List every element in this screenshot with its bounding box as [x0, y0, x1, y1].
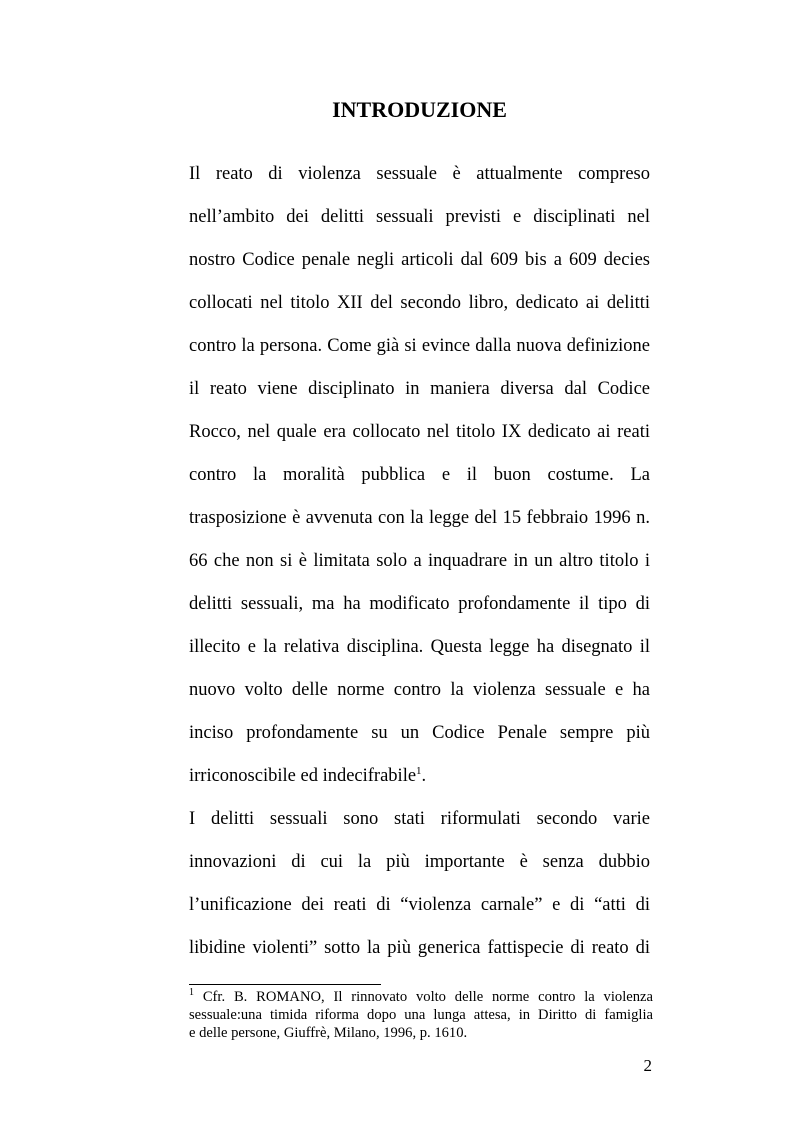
text-line: nostro Codice penale negli articoli dal 609 bis a 609 decies [189, 250, 650, 270]
text-line: nell’ambito dei delitti sessuali previsti e disciplinati nel [189, 207, 650, 227]
text-line: Il reato di violenza sessuale è attualmente compreso [189, 164, 650, 184]
text-line: il reato viene disciplinato in maniera diversa dal Codice [189, 379, 650, 399]
footnote [189, 988, 653, 1042]
page-title: INTRODUZIONE [332, 97, 507, 122]
text-line: l’unificazione dei reati di “violenza carnale” e di “atti di [189, 895, 650, 915]
text-line-with-footnote [189, 756, 650, 799]
text-line: collocati nel titolo XII del secondo libro, dedicato ai delitti [189, 293, 650, 313]
text-line: illecito e la relativa disciplina. Questa legge ha disegnato il [189, 637, 650, 657]
text-line: nuovo volto delle norme contro la violenza sessuale e ha [189, 680, 650, 700]
text-line: libidine violenti” sotto la più generica fattispecie di reato di [189, 938, 650, 958]
text-line: innovazioni di cui la più importante è senza dubbio [189, 852, 650, 872]
text-line: delitti sessuali, ma ha modificato profondamente il tipo di [189, 594, 650, 614]
text-line: inciso profondamente su un Codice Penale sempre più [189, 723, 650, 743]
footnote-number: 1 [189, 987, 194, 998]
footnote-line [189, 988, 653, 1006]
footnote-line: sessuale:una timida riforma dopo una lunga attesa, in Diritto di famiglia [189, 1007, 653, 1023]
footnote-text: Cfr. B. ROMANO, Il rinnovato volto delle norme contro la violenza [202, 989, 653, 1005]
text-line: Rocco, nel quale era collocato nel titolo IX dedicato ai reati [189, 422, 650, 442]
text-punctuation: . [421, 766, 427, 786]
text-line: contro la moralità pubblica e il buon costume. La [189, 465, 650, 485]
text-line: contro la persona. Come già si evince dalla nuova definizione [189, 336, 650, 356]
page-number: 2 [643, 1056, 652, 1075]
text-line: 66 che non si è limitata solo a inquadrare in un altro titolo i [189, 551, 650, 571]
text-segment: irriconoscibile ed indecifrabile [189, 766, 417, 786]
text-line: I delitti sessuali sono stati riformulati secondo varie [189, 809, 650, 829]
text-line: trasposizione è avvenuta con la legge del 15 febbraio 1996 n. [189, 508, 650, 528]
body-text [189, 154, 650, 971]
footnote-separator [189, 984, 381, 985]
footnote-reference: 1 [416, 765, 422, 777]
footnote-line: e delle persone, Giuffrè, Milano, 1996, p. 1610. [189, 1025, 468, 1041]
